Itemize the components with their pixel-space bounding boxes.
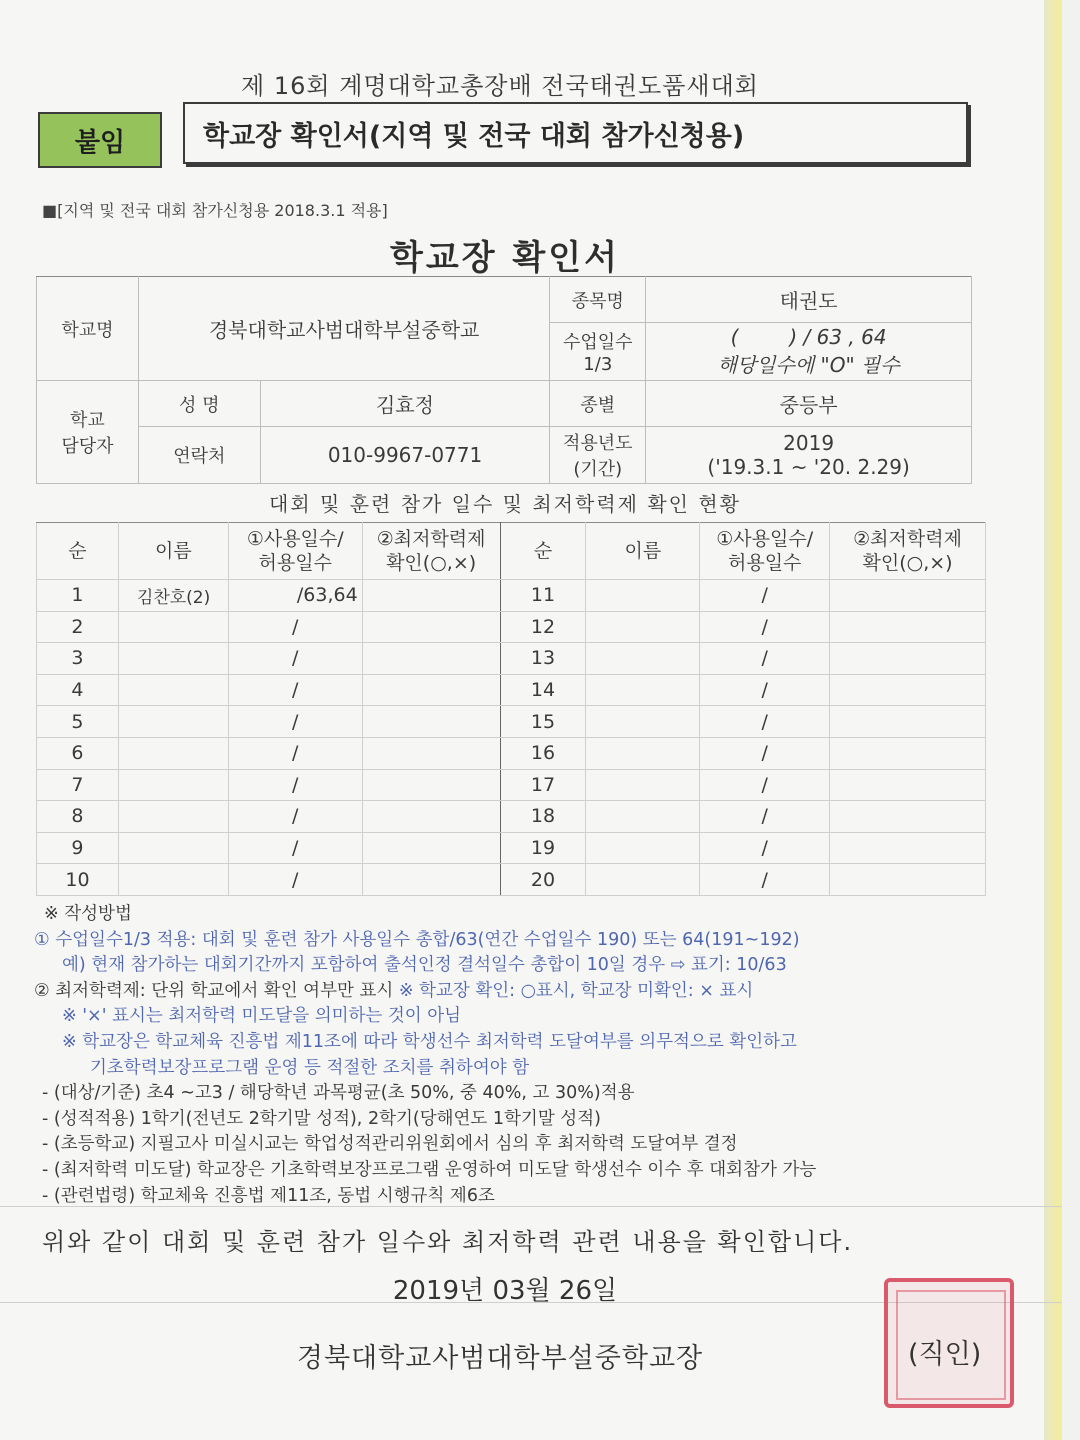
class-days-note: 해당일수에 "O" 필수	[717, 353, 900, 377]
detail-5: - (관련법령) 학교체육 진흥법 제11조, 동법 시행규칙 제6조	[42, 1185, 495, 1206]
table-row	[37, 801, 986, 833]
header-days	[228, 523, 362, 580]
category-label: 종별	[550, 381, 646, 427]
category-value: 중등부	[646, 381, 972, 427]
row-check	[830, 706, 986, 738]
row-name: 김찬호(2)	[118, 580, 228, 612]
row-check	[362, 643, 500, 675]
year-label-text: 적용년도	[563, 433, 633, 454]
row-name	[118, 832, 228, 864]
row-days: /	[228, 832, 362, 864]
row-name	[118, 864, 228, 896]
note-1-example: 예) 현재 참가하는 대회기간까지 포함하여 출석인정 결석일수 총합이 10일 경우 ⇨ 표기: 10/63	[62, 955, 787, 976]
row-number: 6	[37, 737, 119, 769]
row-name	[586, 706, 700, 738]
page-edge	[1044, 0, 1062, 1440]
row-days: /	[700, 706, 830, 738]
row-name	[118, 643, 228, 675]
row-days: /63,64	[228, 580, 362, 612]
row-days: /	[700, 643, 830, 675]
row-check	[830, 737, 986, 769]
row-check	[362, 611, 500, 643]
header-days-line2: 허용일수	[727, 552, 802, 574]
year-sub-label: (기간)	[573, 459, 623, 480]
detail-3: - (초등학교) 지필고사 미실시교는 학업성적관리위원회에서 심의 후 최저학력 도달여부 결정	[42, 1134, 738, 1155]
row-check	[362, 864, 500, 896]
school-name: 경북대학교사범대학부설중학교	[138, 277, 549, 381]
header-name: 이름	[118, 523, 228, 580]
row-number: 4	[37, 674, 119, 706]
row-check	[362, 737, 500, 769]
header-no: 순	[500, 523, 586, 580]
row-name	[586, 643, 700, 675]
header-check-line1: ②최저학력제	[853, 528, 962, 550]
row-check	[830, 769, 986, 801]
row-number: 9	[37, 832, 119, 864]
row-name	[118, 801, 228, 833]
table-row	[37, 706, 986, 738]
row-days: /	[700, 580, 830, 612]
roster-table	[36, 522, 986, 896]
row-number: 11	[500, 580, 586, 612]
sport-value: 태권도	[646, 277, 972, 323]
document-title: 학교장 확인서	[390, 238, 620, 278]
row-name	[586, 611, 700, 643]
row-name	[118, 706, 228, 738]
writing-instructions	[34, 902, 1024, 1209]
note-2-suffix: ※ 학교장 확인: ○표시, 학교장 미확인: × 표시	[398, 980, 754, 1001]
row-name	[586, 580, 700, 612]
row-days: /	[228, 801, 362, 833]
note-2-b: ※ 학교장은 학교체육 진흥법 제11조에 따라 학생선수 최저학력 도달여부를 의무적으로 확인하고	[62, 1031, 797, 1052]
header-name: 이름	[586, 523, 700, 580]
header-check	[362, 523, 500, 580]
row-check	[830, 580, 986, 612]
row-number: 12	[500, 611, 586, 643]
row-number: 18	[500, 801, 586, 833]
contest-title: 제 16회 계명대학교총장배 전국태권도품새대회	[241, 72, 759, 100]
year-label	[550, 427, 646, 484]
row-number: 14	[500, 674, 586, 706]
row-check	[830, 643, 986, 675]
contact-value: 010-9967-0771	[260, 427, 550, 484]
row-check	[830, 801, 986, 833]
row-days: /	[228, 611, 362, 643]
row-name	[586, 801, 700, 833]
row-number: 5	[37, 706, 119, 738]
apply-note: ■[지역 및 전국 대회 참가신청용 2018.3.1 적용]	[42, 201, 388, 220]
row-days: /	[700, 832, 830, 864]
row-number: 17	[500, 769, 586, 801]
row-days: /	[228, 643, 362, 675]
row-number: 20	[500, 864, 586, 896]
table-row	[37, 864, 986, 896]
row-check	[362, 580, 500, 612]
header-no: 순	[37, 523, 119, 580]
confirmation-statement: 위와 같이 대회 및 훈련 참가 일수와 최저학력 관련 내용을 확인합니다.	[42, 1228, 854, 1256]
table-row	[37, 580, 986, 612]
school-label: 학교명	[37, 277, 139, 381]
note-2-a: ※ '×' 표시는 최저학력 미도달을 의미하는 것이 아님	[62, 1006, 462, 1027]
row-days: /	[700, 737, 830, 769]
name-value: 김효정	[260, 381, 550, 427]
row-days: /	[700, 769, 830, 801]
row-days: /	[700, 611, 830, 643]
sport-label: 종목명	[550, 277, 646, 323]
header-days	[700, 523, 830, 580]
principal-title: 경북대학교사범대학부설중학교장	[296, 1343, 704, 1374]
notes-heading: ※ 작성방법	[44, 904, 132, 924]
row-number: 13	[500, 643, 586, 675]
row-number: 7	[37, 769, 119, 801]
table-row	[37, 832, 986, 864]
row-days: /	[700, 674, 830, 706]
header-days-line2: 허용일수	[258, 552, 332, 574]
row-days: /	[700, 864, 830, 896]
row-check	[830, 864, 986, 896]
row-name	[586, 674, 700, 706]
note-2	[34, 979, 1024, 1005]
row-number: 2	[37, 611, 119, 643]
row-days: /	[228, 674, 362, 706]
banner-title: 학교장 확인서(지역 및 전국 대회 참가신청용)	[183, 102, 968, 164]
detail-2: - (성적적용) 1학기(전년도 2학기말 성적), 2학기(당해연도 1학기말 성적)	[42, 1108, 601, 1129]
row-name	[118, 737, 228, 769]
row-number: 19	[500, 832, 586, 864]
row-name	[586, 832, 700, 864]
row-check	[830, 611, 986, 643]
row-check	[362, 801, 500, 833]
note-2-c: 기초학력보장프로그램 운영 등 적절한 조치를 취하여야 함	[90, 1057, 530, 1078]
row-check	[362, 674, 500, 706]
row-check	[362, 706, 500, 738]
year-period: ('19.3.1 ~ '20. 2.29)	[707, 455, 910, 479]
table-row	[37, 643, 986, 675]
row-name	[586, 737, 700, 769]
name-label: 성 명	[138, 381, 260, 427]
class-days-fraction: 1/3	[583, 354, 613, 375]
row-days: /	[700, 801, 830, 833]
row-name	[586, 769, 700, 801]
row-number: 15	[500, 706, 586, 738]
row-number: 1	[37, 580, 119, 612]
note-2-prefix: ② 최저학력제: 단위 학교에서 확인 여부만 표시	[34, 980, 399, 1001]
contact-label: 연락처	[138, 427, 260, 484]
manager-label: 학교 담당자	[37, 381, 139, 484]
row-number: 8	[37, 801, 119, 833]
class-days-value-text: ( ) / 63 , 64	[730, 325, 887, 349]
header-check-line2: 확인(○,×)	[386, 552, 477, 574]
row-check	[362, 769, 500, 801]
detail-1: - (대상/기준) 초4 ~고3 / 해당학년 과목평균(초 50%, 중 40%, 고 30%)적용	[42, 1083, 635, 1104]
info-table	[36, 276, 972, 484]
class-days-label	[550, 323, 646, 381]
year-value-text: 2019	[783, 431, 835, 455]
table-row	[37, 674, 986, 706]
row-number: 3	[37, 643, 119, 675]
row-days: /	[228, 864, 362, 896]
detail-4: - (최저학력 미도달) 학교장은 기초학력보장프로그램 운영하여 미도달 학생선수 이수 후 대회참가 가능	[42, 1159, 817, 1180]
row-days: /	[228, 706, 362, 738]
header-days-line1: ①사용일수/	[246, 528, 344, 550]
note-1: ① 수업일수1/3 적용: 대회 및 훈련 참가 사용일수 총합/63(연간 수업일수 190) 또는 64(191~192)	[34, 929, 800, 950]
year-value	[646, 427, 972, 484]
table-row	[37, 769, 986, 801]
attachment-badge: 붙임	[38, 112, 162, 168]
divider	[0, 1206, 1062, 1207]
class-days-label-text: 수업일수	[563, 332, 633, 353]
seal-label: (직인)	[908, 1339, 982, 1370]
row-name	[118, 769, 228, 801]
row-name	[586, 864, 700, 896]
row-name	[118, 674, 228, 706]
table-row	[37, 611, 986, 643]
row-check	[830, 832, 986, 864]
row-check	[830, 674, 986, 706]
class-days-value	[646, 323, 972, 381]
row-days: /	[228, 769, 362, 801]
row-days: /	[228, 737, 362, 769]
issue-date: 2019년 03월 26일	[392, 1276, 618, 1306]
header-days-line1: ①사용일수/	[716, 528, 814, 550]
row-check	[362, 832, 500, 864]
row-number: 10	[37, 864, 119, 896]
roster-section-title: 대회 및 훈련 참가 일수 및 최저학력제 확인 현황	[269, 492, 741, 516]
table-row	[37, 737, 986, 769]
row-number: 16	[500, 737, 586, 769]
header-check	[830, 523, 986, 580]
row-name	[118, 611, 228, 643]
header-check-line1: ②최저학력제	[376, 528, 486, 550]
header-check-line2: 확인(○,×)	[862, 552, 953, 574]
